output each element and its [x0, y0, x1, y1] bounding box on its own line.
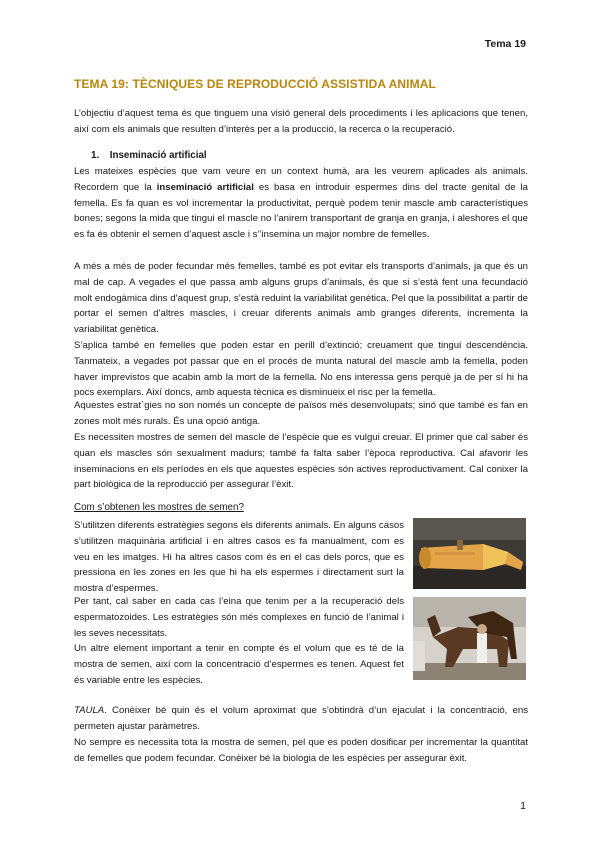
intro-paragraph: L’objectiu d’aquest tema és que tinguem una visió general dels procediments i les aplicacions que tenen, així com els animals que resulten d’interès per a la producció, la recerca o la recuperació.	[74, 108, 528, 135]
paragraph-2: A més a més de poder fecundar més femelles, també es pot evitar els transports d’animals, ja que és un mal de cap. A vegades el que passa amb alguns grups d’animals, és que si s’està fent una fecundació molt endogàmica dins d’aquest grup, s’està reduint la variabilitat genètica. Pel que la possibilitat a partir de portar el semen d’altres mascles, i creuar diferents animals amb granges diferents, incrementa la variabilitat genètica.	[74, 261, 528, 336]
paragraph-1: Les mateixes espècies que vam veure en un context humà, ara les veurem aplicades als animals. Recordem que la inseminació artificial es basa en introduir espermes dins del tracte genital de la femella. Es fa quan es vol incrementar la productivitat, perquè podem tenir mascle amb característiques bones; segons la mida que tingui el mascle no l’anirem transportant de granja en granja, i aleshores el que es fa és obtenir el semen d’aquest ascle i s’’insemina un major nombre de femelles.	[74, 166, 528, 241]
bold-term: inseminació artificial	[156, 181, 254, 193]
page-number: 1	[520, 800, 526, 812]
sub-paragraph-2: Per tant, cal saber en cada cas l’eina que tenim per a la recuperació dels espermatozoides. Les estratègies són més complexes en funció de l’animal i les seves necessitats.	[74, 596, 404, 639]
paragraph-5: Es necessiten mostres de semen del mascle de l’espècie que es vulgui creuar. El primer que cal saber és quan els mascles són sexualment madurs; també fa falta saber l’època reproductiva. Cal afavorir les inseminacions en els períodes en els que aquestes espècies són actives reproductivament. Cal conixer la part biològica de la reproducció per assegurar l’èxit.	[74, 432, 528, 491]
running-header: Tema 19	[484, 38, 526, 50]
horse-collection-photo	[413, 597, 526, 680]
sub-paragraph-5: No sempre es necessita tota la mostra de semen, pel que es poden dosificar per incrementar la quantitat de femelles que podem fecundar. Conèixer bé la biologia de les espècies per assegurar èxit.	[74, 737, 528, 764]
page-title: TEMA 19: TÈCNIQUES DE REPRODUCCIÓ ASSISTIDA ANIMAL	[74, 77, 436, 91]
section-number: 1.	[91, 150, 100, 161]
sub-paragraph-1: S’utilitzen diferents estratègies segons els diferents animals. En alguns casos s’utilitzen maquinària artificial i en altres casos es fa manualment, com es veu en les imatges. Hi ha altres casos com és en el cas dels porcs, que es pressiona en les zones en les que hi ha els espermes i directament surt la mostra d’espermes.	[74, 520, 404, 595]
sub-paragraph-4: TAULA. Conèixer bé quin és el volum aproximat que s’obtindrà d’un ejaculat i la concentració, ens permeten ajustar paràmetres.	[74, 705, 528, 732]
section-title: Inseminació artificial	[109, 150, 207, 161]
paragraph-4: Aquestes estrat`gies no son només un concepte de països més desenvolupats; sinó que també es fan en zones molt més rurals. És una opció antiga.	[74, 400, 528, 427]
section-heading	[91, 150, 207, 161]
artificial-vagina-photo	[413, 518, 526, 589]
sub-paragraph-3: Un altre element important a tenir en compte és el volum que es té de la mostra de semen, així com la concentració d’espermes es tenen. Aquest fet és variable entre les espècies.	[74, 643, 404, 686]
table-label: TAULA	[74, 705, 105, 716]
paragraph-3: S’aplica també en femelles que poden estar en perill d’extinció; creuament que tingui descendència. Tanmateix, a vegades pot passar que en el procés de munta natural del mascle amb la femella, poden haver imprevistos que acabin amb la mort de la femella. No ens interessa gens perquè ja de per sí hi ha pocs exemplars. Així doncs, amb aquesta tècnica es disminueix el risc per la femella.	[74, 340, 528, 399]
subsection-heading: Com s’obtenen les mostres de semen?	[74, 502, 244, 513]
